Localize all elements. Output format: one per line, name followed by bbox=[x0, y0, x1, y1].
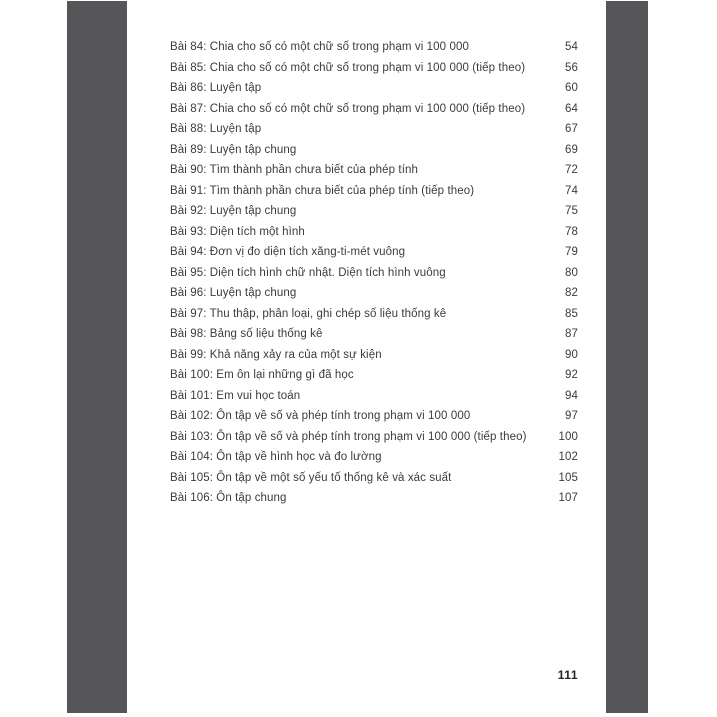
toc-entry bbox=[170, 181, 578, 202]
toc-entry-label: Bài 90: Tìm thành phần chưa biết của phép tính bbox=[170, 164, 419, 176]
toc-entry-page: 100 bbox=[558, 430, 578, 443]
left-page-edge-bar bbox=[67, 1, 127, 713]
toc-entry-label: Bài 94: Đơn vị đo diện tích xăng-ti-mét vuông bbox=[170, 246, 406, 258]
toc-entry bbox=[170, 140, 578, 161]
toc-entry-label: Bài 99: Khả năng xảy ra của một sự kiện bbox=[170, 348, 382, 361]
toc-entry bbox=[170, 386, 578, 407]
toc-entry-label: Bài 96: Luyện tập chung bbox=[170, 287, 297, 299]
toc-entry-label: Bài 102: Ôn tập về số và phép tính trong phạm vi 100 000 bbox=[170, 410, 471, 422]
toc-entry bbox=[170, 427, 578, 448]
toc-entry-label: Bài 103: Ôn tập về số và phép tính trong phạm vi 100 000 (tiếp theo) bbox=[170, 430, 527, 443]
toc-entry-page: 80 bbox=[565, 266, 578, 279]
toc-entry bbox=[170, 99, 578, 120]
toc-entry bbox=[170, 324, 578, 345]
toc-entry bbox=[170, 37, 578, 58]
toc-entry bbox=[170, 242, 578, 263]
toc-entry bbox=[170, 447, 578, 468]
toc-entry-page: 69 bbox=[565, 143, 578, 156]
toc-entry-label: Bài 95: Diện tích hình chữ nhật. Diện tích hình vuông bbox=[170, 266, 446, 279]
toc-entry-page: 82 bbox=[565, 287, 578, 299]
toc-entry-page: 75 bbox=[565, 205, 578, 217]
toc-entry bbox=[170, 222, 578, 243]
toc-entry-page: 102 bbox=[558, 451, 578, 463]
toc-entry-label: Bài 93: Diện tích một hình bbox=[170, 225, 305, 238]
toc-entry-label: Bài 86: Luyện tập bbox=[170, 82, 262, 94]
toc-entry-page: 60 bbox=[565, 82, 578, 94]
toc-entry-label: Bài 100: Em ôn lại những gì đã học bbox=[170, 369, 354, 381]
toc-entry-page: 92 bbox=[565, 369, 578, 381]
toc-entry-label: Bài 85: Chia cho số có một chữ số trong phạm vi 100 000 (tiếp theo) bbox=[170, 61, 526, 74]
toc-entry-label: Bài 92: Luyện tập chung bbox=[170, 205, 297, 217]
toc-entry bbox=[170, 119, 578, 140]
toc-entry bbox=[170, 263, 578, 284]
toc-entry-page: 78 bbox=[565, 225, 578, 238]
toc-entry bbox=[170, 345, 578, 366]
toc-entry-page: 72 bbox=[565, 164, 578, 176]
toc-entry bbox=[170, 488, 578, 509]
toc-entry-page: 97 bbox=[565, 410, 578, 422]
toc-entry-page: 105 bbox=[558, 471, 578, 484]
toc-entry-label: Bài 98: Bảng số liệu thống kê bbox=[170, 328, 323, 340]
toc-entry bbox=[170, 78, 578, 99]
right-page-edge-bar bbox=[606, 1, 648, 713]
toc-entry-page: 87 bbox=[565, 328, 578, 340]
toc-entry-page: 107 bbox=[558, 492, 578, 504]
toc-entry-page: 90 bbox=[565, 348, 578, 361]
toc-entry bbox=[170, 160, 578, 181]
toc-entry-page: 54 bbox=[565, 41, 578, 53]
toc-entry-label: Bài 89: Luyện tập chung bbox=[170, 143, 297, 156]
toc-entry-label: Bài 101: Em vui học toán bbox=[170, 389, 301, 402]
toc-entry-page: 74 bbox=[565, 184, 578, 197]
toc-entry-page: 85 bbox=[565, 307, 578, 320]
toc-entry bbox=[170, 365, 578, 386]
toc-entry bbox=[170, 283, 578, 304]
toc-entry bbox=[170, 58, 578, 79]
toc-entry-page: 64 bbox=[565, 102, 578, 115]
toc-entry bbox=[170, 406, 578, 427]
toc-entry-page: 67 bbox=[565, 123, 578, 135]
toc-list bbox=[170, 37, 578, 509]
toc-entry-label: Bài 91: Tìm thành phần chưa biết của phép tính (tiếp theo) bbox=[170, 184, 475, 197]
toc-entry-page: 79 bbox=[565, 246, 578, 258]
toc-entry-label: Bài 88: Luyện tập bbox=[170, 123, 262, 135]
toc-entry-page: 56 bbox=[565, 61, 578, 74]
page-footer-number: 111 bbox=[557, 668, 578, 682]
toc-entry bbox=[170, 468, 578, 489]
toc-entry-label: Bài 105: Ôn tập về một số yếu tố thống kê và xác suất bbox=[170, 471, 452, 484]
toc-entry-label: Bài 97: Thu thập, phân loại, ghi chép số liệu thống kê bbox=[170, 307, 447, 320]
toc-entry bbox=[170, 201, 578, 222]
toc-entry-label: Bài 84: Chia cho số có một chữ số trong phạm vi 100 000 bbox=[170, 41, 469, 53]
toc-entry-page: 94 bbox=[565, 389, 578, 402]
toc-entry bbox=[170, 304, 578, 325]
toc-entry-label: Bài 106: Ôn tập chung bbox=[170, 492, 287, 504]
toc-entry-label: Bài 87: Chia cho số có một chữ số trong phạm vi 100 000 (tiếp theo) bbox=[170, 102, 526, 115]
toc-entry-label: Bài 104: Ôn tập về hình học và đo lường bbox=[170, 451, 382, 463]
